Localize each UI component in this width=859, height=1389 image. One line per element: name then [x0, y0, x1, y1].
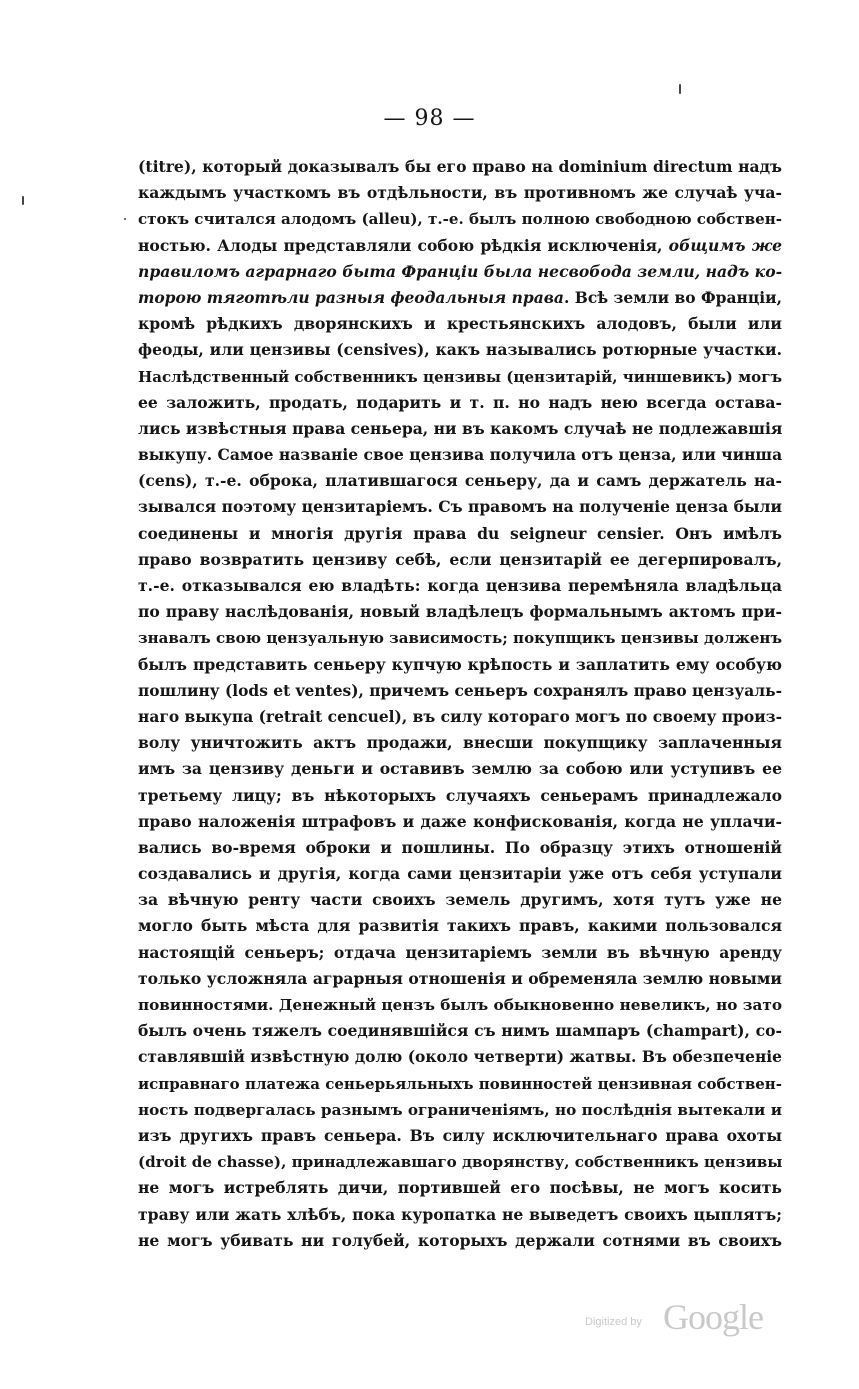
- text-line: [138, 259, 782, 285]
- line-text: (cens), т.-е. оброка, платившагося сеньеру, да и самъ держатель на-: [138, 471, 782, 491]
- line-text: волу уничтожить актъ продажи, внесши покупщику заплаченныя: [138, 733, 782, 753]
- watermark-label: Digitized by: [585, 1316, 642, 1328]
- line-text: Наслѣдственный собственникъ цензивы (цензитарій, чиншевикъ) могъ: [138, 367, 782, 386]
- line-text: каждымъ участкомъ въ отдѣльности, въ противномъ же случаѣ уча-: [138, 183, 782, 203]
- line-text: за вѣчную ренту части своихъ земель другимъ, хотя тутъ уже не: [138, 890, 782, 910]
- line-text: (titre), который доказывалъ бы его право на dominium directum надъ: [138, 157, 782, 176]
- text-line: [138, 390, 782, 416]
- text-line: [138, 966, 782, 992]
- line-text: вались во-время оброки и пошлины. По образцу этихъ отношеній: [138, 837, 782, 857]
- italic-text: торою тяготѣли разныя феодальныя права: [138, 287, 564, 307]
- text-line: [138, 1044, 782, 1070]
- text-line: [138, 1097, 782, 1123]
- line-text: по праву наслѣдованія, новый владѣлецъ формальнымъ актомъ при-: [138, 602, 782, 622]
- line-text: траву или жать хлѣбъ, пока куропатка не выведетъ своихъ цыплятъ;: [138, 1204, 782, 1224]
- line-text: (droit de chasse), принадлежавшаго дворянству, собственникъ цензивы: [138, 1153, 783, 1172]
- text-line: [138, 494, 782, 520]
- text-line: [138, 233, 782, 259]
- text-line: [138, 206, 782, 232]
- text-line: [138, 154, 782, 180]
- line-text: могло быть мѣста для развитія такихъ правъ, какими пользовался: [138, 916, 782, 936]
- scan-speck: [124, 218, 126, 220]
- text-line: [138, 364, 782, 390]
- google-logo: Google: [663, 1297, 763, 1337]
- line-text: зывался поэтому цензитаріемъ. Съ правомъ на полученіе ценза были: [138, 497, 782, 517]
- text-line: [138, 1228, 782, 1254]
- line-text: ставлявшій извѣстную долю (около четверти) жатвы. Въ обезпеченіе: [138, 1047, 782, 1067]
- text-line: [138, 861, 782, 887]
- line-text: исправнаго платежа сеньерьяльныхъ повинностей цензивная собствен-: [138, 1074, 782, 1093]
- line-text: т.-е. отказывался ею владѣть: когда цензива перемѣняла владѣльца: [138, 576, 782, 595]
- digitized-watermark: [585, 1296, 785, 1336]
- text-line: [138, 337, 782, 363]
- text-line: [138, 704, 782, 730]
- line-text: настоящій сеньеръ; отдача цензитаріемъ земли въ вѣчную аренду: [138, 942, 782, 962]
- line-text: имъ за цензиву деньги и оставивъ землю за собою или уступивъ ее: [138, 759, 782, 779]
- scan-speck: [22, 196, 24, 205]
- text-line: [138, 285, 782, 311]
- line-text: не могъ убивать ни голубей, которыхъ держали сотнями въ своихъ: [138, 1230, 782, 1250]
- line-text: наго выкупа (retrait cencuel), въ силу котораго могъ по своему произ-: [138, 706, 782, 726]
- line-text: третьему лицу; въ нѣкоторыхъ случаяхъ сеньерамъ принадлежало: [138, 785, 782, 805]
- text-line: [138, 809, 782, 835]
- text-line: [138, 1123, 782, 1149]
- line-text: лись извѣстныя права сеньера, ни въ какомъ случаѣ не подлежавшія: [138, 418, 783, 438]
- text-line: [138, 835, 782, 861]
- text-line: [138, 1175, 782, 1201]
- text-line: [138, 416, 782, 442]
- text-line: [138, 468, 782, 494]
- text-line: [138, 311, 782, 337]
- line-text: стокъ считался алодомъ (alleu), т.-е. былъ полною свободною собствен-: [138, 210, 782, 229]
- text-line: [138, 730, 782, 756]
- text-line: [138, 1018, 782, 1044]
- line-text: пошлину (lods et ventes), причемъ сеньеръ сохранялъ право цензуаль-: [138, 681, 782, 700]
- line-text: создавались и другія, когда сами цензитаріи уже отъ себя уступали: [138, 864, 782, 884]
- text-line: [138, 625, 782, 651]
- text-line: [138, 756, 782, 782]
- text-line: [138, 442, 782, 468]
- line-text: ностью. Алоды представляли собою рѣдкія исключенія,: [138, 235, 669, 255]
- line-text: былъ представить сеньеру купчую крѣпость и заплатить ему особую: [138, 654, 782, 674]
- line-text: знавалъ свою цензуальную зависимость; покупщикъ цензивы долженъ: [138, 629, 782, 648]
- page-number: — 98 —: [383, 106, 476, 131]
- italic-text: правиломъ аграрнаго быта Франціи была несвобода земли, надъ ко-: [138, 261, 783, 281]
- text-line: [138, 783, 782, 809]
- line-text: кромѣ рѣдкихъ дворянскихъ и крестьянскихъ алодовъ, были или: [138, 314, 782, 334]
- text-line: [138, 521, 782, 547]
- text-line: [138, 992, 782, 1018]
- text-line: [138, 180, 782, 206]
- text-line: [138, 1149, 782, 1175]
- line-text: ность подвергалась разнымъ ограниченіямъ, но послѣднія вытекали и: [138, 1100, 782, 1119]
- text-line: [138, 573, 782, 599]
- line-text: право возвратить цензиву себѣ, если цензитарій ее дегерпировалъ,: [138, 549, 782, 569]
- line-text: повинностями. Денежный цензъ былъ обыкновенно невеликъ, но зато: [138, 996, 782, 1014]
- line-text: изъ другихъ правъ сеньера. Въ силу исключительнаго права охоты: [138, 1125, 782, 1145]
- text-line: [138, 1071, 782, 1097]
- scan-speck: [679, 84, 681, 94]
- text-line: [138, 913, 782, 939]
- line-text: былъ очень тяжелъ соединявшійся съ нимъ шампаръ (champart), со-: [138, 1021, 782, 1041]
- line-text: феоды, или цензивы (censives), какъ назывались ротюрные участки.: [138, 340, 782, 360]
- line-text: только усложняла аграрныя отношенія и обременяла землю новыми: [138, 968, 782, 988]
- text-line: [138, 678, 782, 704]
- text-line: [138, 940, 782, 966]
- line-text: право наложенія штрафовъ и даже конфискованія, когда не уплачи-: [138, 811, 782, 831]
- line-text: ее заложить, продать, подарить и т. п. но надъ нею всегда остава-: [138, 392, 782, 412]
- text-line: [138, 887, 782, 913]
- text-line: [138, 547, 782, 573]
- text-line: [138, 599, 782, 625]
- line-text: соединены и многія другія права du seigneur censier. Онъ имѣлъ: [138, 523, 782, 543]
- line-text: . Всѣ земли во Франціи,: [563, 287, 782, 307]
- text-line: [138, 1202, 782, 1228]
- line-text: не могъ истреблять дичи, портившей его посѣвы, не могъ косить: [138, 1178, 782, 1198]
- text-line: [138, 652, 782, 678]
- body-text: [138, 154, 782, 1254]
- italic-text: общимъ же: [668, 235, 782, 255]
- line-text: выкупу. Самое названіе свое цензива получила отъ ценза, или чинша: [138, 445, 783, 465]
